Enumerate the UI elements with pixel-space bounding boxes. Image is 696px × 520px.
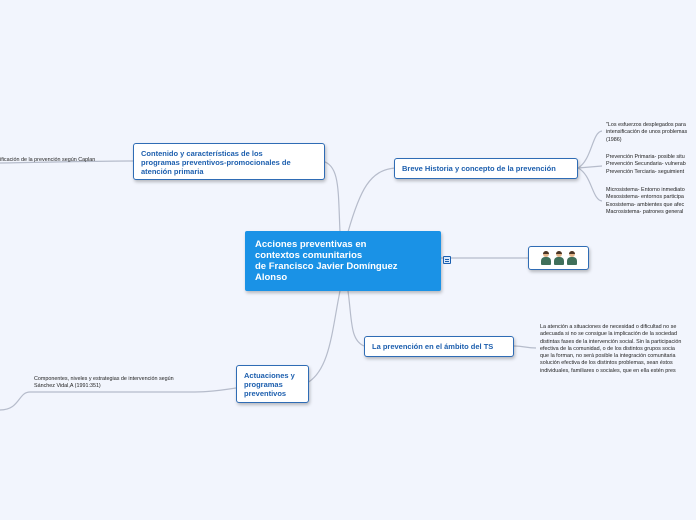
central-topic[interactable] [245, 231, 441, 291]
leaf-sistemas-line: Mesosistema- entornos participa [606, 194, 684, 201]
leaf-atencion-line: que la forman, no será posible la integración comunitaria [540, 353, 676, 360]
topic-breve-historia-label: Breve Historia y concepto de la prevención [402, 164, 556, 173]
people-icon [567, 251, 577, 265]
topic-breve-historia[interactable] [394, 158, 578, 179]
leaf-sistemas-line: Exosistema- ambientes que afec [606, 201, 685, 208]
leaf-clasificacion-text: ificación de la prevención según Caplan [0, 157, 96, 163]
central-topic-line: contextos comunitarios [255, 250, 363, 261]
leaf-atencion-line: efectiva de la comunidad, o de los distintos grupos socia [540, 345, 675, 352]
people-node[interactable] [528, 246, 589, 270]
leaf-componentes-line: Sánchez Vidal,A (1991:351) [34, 383, 101, 390]
topic-contenido-line: atención primaria [141, 167, 204, 176]
central-topic-line: Alonso [255, 272, 288, 283]
topic-contenido-line: programas preventivos-promocionales de [141, 158, 291, 167]
leaf-atencion[interactable] [540, 324, 696, 375]
leaf-componentes[interactable] [34, 376, 224, 391]
leaf-niveles[interactable] [606, 154, 696, 176]
central-topic-line: de Francisco Javier Domínguez [255, 261, 398, 272]
topic-contenido[interactable] [133, 143, 325, 180]
leaf-esfuerzos-line: "Los esfuerzos desplegados para [606, 122, 686, 128]
note-icon[interactable] [443, 256, 451, 264]
link-prevencion-ts [348, 291, 364, 346]
topic-actuaciones-line: preventivos [244, 389, 287, 398]
leaf-atencion-line: La atención a situaciones de necesidad o dificultad no se [540, 324, 677, 330]
leaf-atencion-line: solución efectiva de los distintos problemas, sean éstos [540, 360, 673, 367]
leaf-atencion-line: individuales, familiares o sociales, que en ella estén pres [540, 367, 676, 374]
leaf-niveles-line: Prevención Terciaria- seguimient [606, 168, 685, 175]
link-componentes-child [0, 392, 30, 410]
people-icon [541, 251, 551, 265]
topic-prevencion-ts-label: La prevención en el ámbito del TS [372, 342, 494, 351]
leaf-esfuerzos[interactable] [606, 122, 696, 144]
topic-prevencion-ts[interactable] [364, 336, 514, 357]
leaf-sistemas-line: Macrosistema- patrones general [606, 208, 684, 215]
link-sistemas [578, 168, 602, 201]
leaf-atencion-line: distintas fases de la intervención social. Sin la participación [540, 338, 682, 345]
topic-actuaciones-line: programas [244, 380, 283, 389]
topic-actuaciones[interactable] [236, 365, 309, 403]
central-topic-line: Acciones preventivas en [255, 239, 367, 250]
leaf-esfuerzos-line: (1986) [606, 136, 622, 143]
link-actuaciones [307, 291, 340, 383]
leaf-niveles-line: Prevención Primaria- posible situ [606, 154, 685, 160]
link-esfuerzos [578, 131, 602, 168]
link-niveles [578, 166, 602, 168]
people-icon [554, 251, 564, 265]
leaf-atencion-line: adecuada si no se consigue la implicación de la sociedad [540, 331, 677, 338]
leaf-niveles-line: Prevención Secundaria- vulnerab [606, 161, 686, 168]
topic-contenido-line: Contenido y características de los [141, 149, 263, 158]
leaf-esfuerzos-line: intensificación de unos problemas [606, 129, 688, 136]
link-breve-historia [348, 168, 395, 232]
leaf-componentes-line: Componentes, niveles y estrategias de intervención según [34, 376, 174, 382]
topic-actuaciones-line: Actuaciones y [244, 371, 295, 380]
leaf-sistemas-line: Microsistema- Entorno inmediato [606, 187, 685, 193]
link-atencion [514, 346, 536, 348]
leaf-sistemas[interactable] [606, 187, 696, 216]
leaf-clasificacion[interactable] [0, 157, 130, 164]
